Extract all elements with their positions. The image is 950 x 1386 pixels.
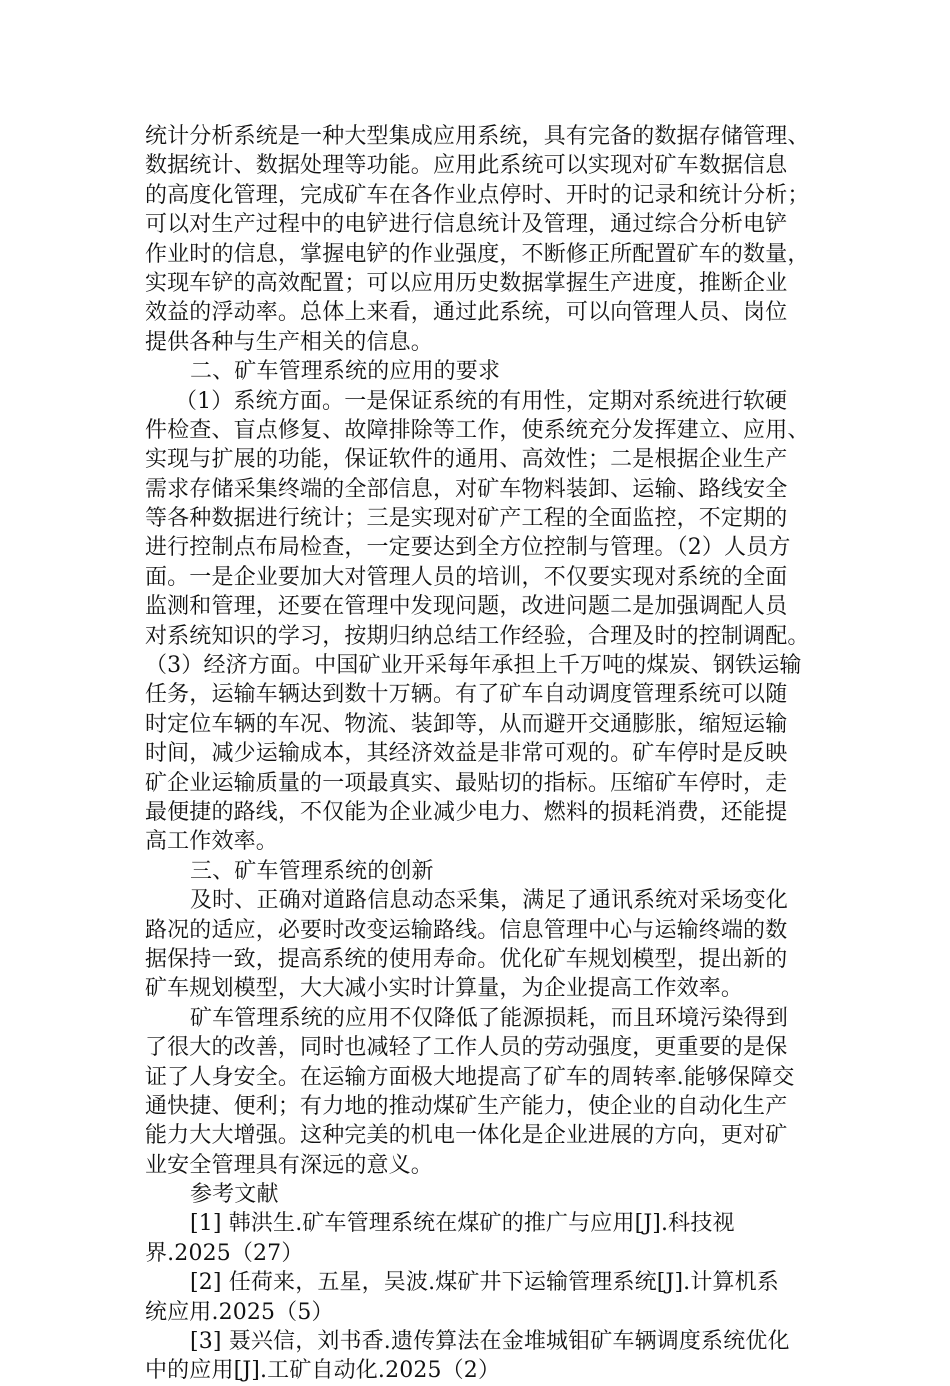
- paragraph-line: 可以对生产过程中的电铲进行信息统计及管理，通过综合分析电铲: [145, 212, 788, 238]
- paragraph-line: 效益的浮动率。总体上来看，通过此系统，可以向管理人员、岗位: [145, 300, 788, 326]
- paragraph-line: 实现与扩展的功能，保证软件的通用、高效性；二是根据企业生产: [145, 447, 788, 473]
- paragraph-line: 需求存储采集终端的全部信息，对矿车物料装卸、运输、路线安全: [145, 476, 788, 502]
- paragraph-line: 作业时的信息，掌握电铲的作业强度，不断修正所配置矿车的数量，: [145, 241, 810, 267]
- paragraph-line: 面。一是企业要加大对管理人员的培训，不仅要实现对系统的全面: [145, 564, 788, 590]
- paragraph-3: [145, 886, 810, 1004]
- reference-line: [2] 任荷来，五星，吴波.煤矿井下运输管理系统[J].计算机系: [190, 1270, 779, 1296]
- paragraph-line: 的高度化管理，完成矿车在各作业点停时、开时的记录和统计分析；: [145, 182, 810, 208]
- paragraph-line: 路况的适应，必要时改变运输路线。信息管理中心与运输终端的数: [145, 917, 788, 943]
- paragraph-line: （1）系统方面。一是保证系统的有用性，定期对系统进行软硬: [175, 388, 788, 414]
- paragraph-line: 对系统知识的学习，按期归纳总结工作经验，合理及时的控制调配。: [145, 623, 810, 649]
- paragraph-line: 了很大的改善，同时也减轻了工作人员的劳动强度，更重要的是保: [145, 1035, 788, 1061]
- references-list: [145, 1209, 810, 1385]
- paragraph-line: 矿企业运输质量的一项最真实、最贴切的指标。压缩矿车停时，走: [145, 770, 788, 796]
- section-heading-3: 三、矿车管理系统的创新: [190, 858, 434, 884]
- reference-item: [145, 1327, 810, 1386]
- paragraph-line: 矿车规划模型，大大减小实时计算量，为企业提高工作效率。: [145, 976, 744, 1002]
- paragraph-line: 等各种数据进行统计；三是实现对矿产工程的全面监控，不定期的: [145, 506, 788, 532]
- reference-line: [3] 聂兴信，刘书香.遗传算法在金堆城钼矿车辆调度系统优化: [190, 1329, 790, 1355]
- paragraph-line: 进行控制点布局检查，一定要达到全方位控制与管理。（2）人员方: [145, 535, 791, 561]
- reference-item: [145, 1209, 810, 1268]
- paragraph-line: 通快捷、便利；有力地的推动煤矿生产能力，使企业的自动化生产: [145, 1093, 788, 1119]
- paragraph-line: 最便捷的路线，不仅能为企业减少电力、燃料的损耗消费，还能提: [145, 799, 788, 825]
- paragraph-line: 高工作效率。: [145, 829, 278, 855]
- references-heading: 参考文献: [190, 1182, 279, 1208]
- paragraph-line: 统计分析系统是一种大型集成应用系统，具有完备的数据存储管理、: [145, 124, 810, 149]
- paragraph-line: 监测和管理，还要在管理中发现问题，改进问题二是加强调配人员: [145, 594, 788, 620]
- paragraph-line: 件检查、盲点修复、故障排除等工作，使系统充分发挥建立、应用、: [145, 417, 810, 443]
- paragraph-2: [145, 387, 810, 857]
- reference-line: 中的应用[J].工矿自动化.2025（2）: [145, 1358, 501, 1384]
- paragraph-1: [145, 122, 810, 357]
- paragraph-line: 提供各种与生产相关的信息。: [145, 329, 433, 355]
- paragraph-line: 任务，运输车辆达到数十万辆。有了矿车自动调度管理系统可以随: [145, 682, 788, 708]
- paragraph-line: 能力大大增强。这种完美的机电一体化是企业进展的方向，更对矿: [145, 1123, 788, 1149]
- paragraph-line: 据保持一致，提高系统的使用寿命。优化矿车规划模型，提出新的: [145, 946, 788, 972]
- reference-line: 统应用.2025（5）: [145, 1299, 334, 1325]
- paragraph-line: 矿车管理系统的应用不仅降低了能源损耗，而且环境污染得到: [190, 1005, 789, 1031]
- reference-line: [1] 韩洪生.矿车管理系统在煤矿的推广与应用[J].科技视: [190, 1211, 735, 1237]
- paragraph-line: （3）经济方面。中国矿业开采每年承担上千万吨的煤炭、钢铁运输: [145, 653, 802, 679]
- paragraph-line: 证了人身安全。在运输方面极大地提高了矿车的周转率.能够保障交: [145, 1064, 795, 1090]
- paragraph-line: 及时、正确对道路信息动态采集，满足了通讯系统对采场变化: [190, 888, 789, 914]
- document-page: [145, 122, 810, 1386]
- paragraph-line: 数据统计、数据处理等功能。应用此系统可以实现对矿车数据信息: [145, 153, 788, 179]
- paragraph-line: 业安全管理具有深远的意义。: [145, 1152, 433, 1178]
- paragraph-line: 实现车铲的高效配置；可以应用历史数据掌握生产进度，推断企业: [145, 270, 788, 296]
- paragraph-4: [145, 1004, 810, 1180]
- paragraph-line: 时定位车辆的车况、物流、装卸等，从而避开交通膨胀，缩短运输: [145, 711, 788, 737]
- paragraph-line: 时间，减少运输成本，其经济效益是非常可观的。矿车停时是反映: [145, 741, 788, 767]
- section-heading-2: 二、矿车管理系统的应用的要求: [190, 359, 501, 385]
- reference-item: [145, 1268, 810, 1327]
- reference-line: 界.2025（27）: [145, 1240, 304, 1266]
